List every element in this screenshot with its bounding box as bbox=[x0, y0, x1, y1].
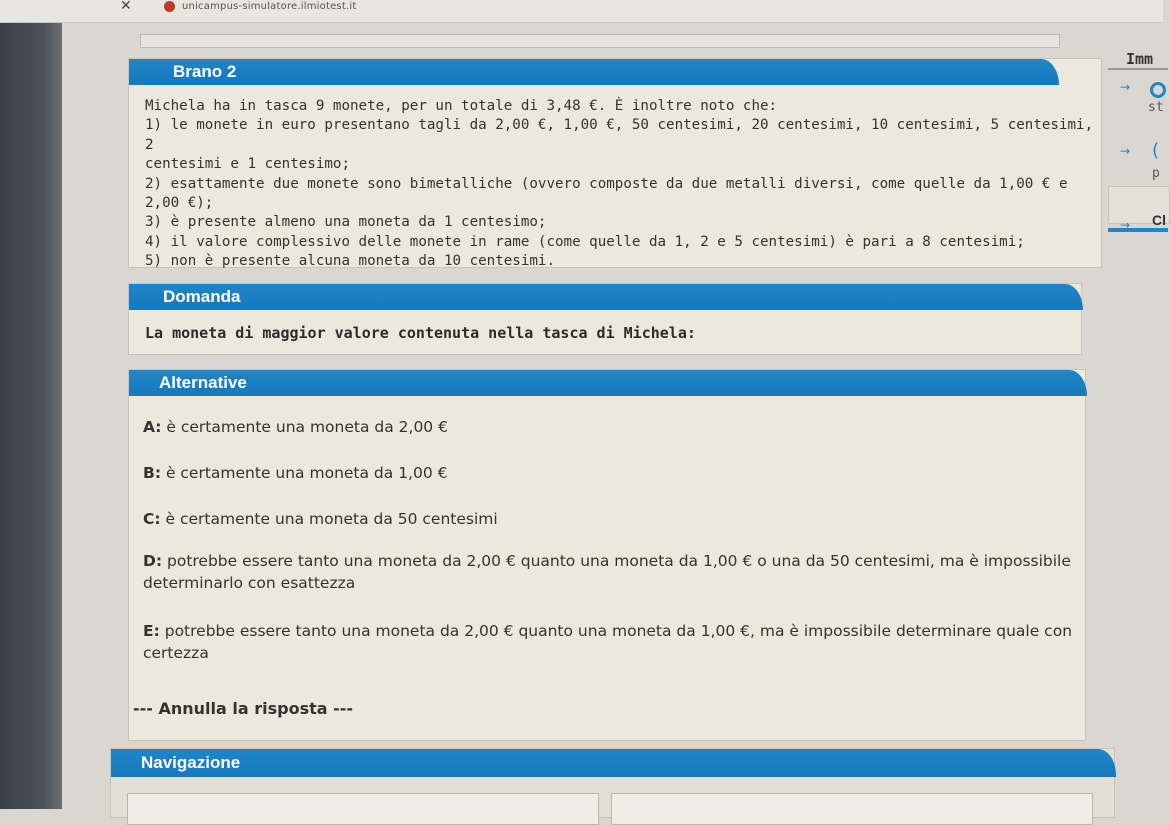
right-panel-glyph: ( bbox=[1152, 140, 1160, 161]
answer-option-c[interactable] bbox=[143, 508, 1073, 530]
option-text: potrebbe essere tanto una moneta da 2,00 € quanto una moneta da 1,00 €, ma è impossibile determinare quale con certezza bbox=[143, 622, 1073, 662]
right-panel-text: st bbox=[1148, 100, 1164, 115]
domanda-header: Domanda bbox=[129, 284, 1083, 310]
right-panel-text: Cl bbox=[1152, 212, 1166, 228]
option-text: è certamente una moneta da 1,00 € bbox=[161, 464, 448, 482]
question-text: La moneta di maggior valore contenuta nella tasca di Michela: bbox=[145, 324, 696, 342]
right-panel-title: Imm bbox=[1126, 50, 1154, 68]
brano-line: 2) esattamente due monete sono bimetalliche (ovvero composte da due metalli diversi, come quelle da 1,00 € e bbox=[145, 175, 1068, 192]
option-text: è certamente una moneta da 50 centesimi bbox=[160, 510, 498, 528]
arrow-right-icon: → bbox=[1120, 80, 1131, 94]
option-letter: A: bbox=[143, 418, 162, 436]
option-letter: D: bbox=[143, 552, 163, 570]
answer-option-b[interactable] bbox=[143, 462, 1073, 484]
answer-option-a[interactable] bbox=[143, 416, 1073, 438]
browser-address-bar bbox=[0, 0, 1163, 23]
brano-text bbox=[145, 97, 1095, 272]
brano-line: centesimi e 1 centesimo; bbox=[145, 156, 350, 173]
divider bbox=[1108, 68, 1168, 70]
option-letter: B: bbox=[143, 464, 162, 482]
reset-answer-link[interactable]: --- Annulla la risposta --- bbox=[133, 699, 354, 718]
answer-option-d[interactable] bbox=[143, 550, 1073, 594]
answer-option-e[interactable] bbox=[143, 620, 1073, 664]
brano-line: 3) è presente almeno una moneta da 1 centesimo; bbox=[145, 214, 547, 231]
nav-button-next[interactable] bbox=[611, 793, 1093, 825]
right-panel-text: p bbox=[1152, 166, 1160, 181]
option-letter: C: bbox=[143, 510, 161, 528]
url-text[interactable]: unicampus-simulatore.ilmiotest.it bbox=[182, 1, 357, 12]
navigazione-header: Navigazione bbox=[111, 749, 1116, 777]
brano-panel bbox=[128, 58, 1102, 268]
photo-left-edge bbox=[0, 0, 62, 809]
radio-icon[interactable] bbox=[1150, 82, 1166, 98]
brano-line: Michela ha in tasca 9 monete, per un totale di 3,48 €. È inoltre noto che: bbox=[145, 98, 778, 114]
top-strip bbox=[140, 34, 1060, 48]
arrow-right-icon: → bbox=[1120, 144, 1131, 158]
nav-button-prev[interactable] bbox=[127, 793, 599, 825]
domanda-panel bbox=[128, 283, 1082, 355]
brano-line: 1) le monete in euro presentano tagli da 2,00 €, 1,00 €, 50 centesimi, 20 centesimi, 10 centesimi, 5 centesimi, 2 bbox=[145, 117, 1094, 153]
brano-line: 2,00 €); bbox=[145, 195, 214, 212]
right-side-panel bbox=[1108, 40, 1168, 270]
arrow-right-icon: → bbox=[1120, 218, 1131, 232]
brano-line: 4) il valore complessivo delle monete in rame (come quelle da 1, 2 e 5 centesimi) è pari a 8 centesimi; bbox=[145, 233, 1025, 250]
alternative-header: Alternative bbox=[129, 370, 1087, 396]
close-icon[interactable]: ✕ bbox=[120, 0, 132, 14]
right-panel-bar bbox=[1108, 228, 1168, 232]
brano-line: 5) non è presente alcuna moneta da 10 centesimi. bbox=[145, 253, 555, 270]
option-letter: E: bbox=[143, 622, 160, 640]
option-text: è certamente una moneta da 2,00 € bbox=[161, 418, 448, 436]
alternative-panel bbox=[128, 369, 1086, 741]
site-warning-icon bbox=[164, 1, 175, 12]
option-text: potrebbe essere tanto una moneta da 2,00 € quanto una moneta da 1,00 € o una da 50 centesimi, ma è impossibile determinarlo con esattezza bbox=[143, 552, 1071, 592]
brano-header: Brano 2 bbox=[129, 59, 1059, 85]
navigazione-panel bbox=[110, 748, 1115, 818]
